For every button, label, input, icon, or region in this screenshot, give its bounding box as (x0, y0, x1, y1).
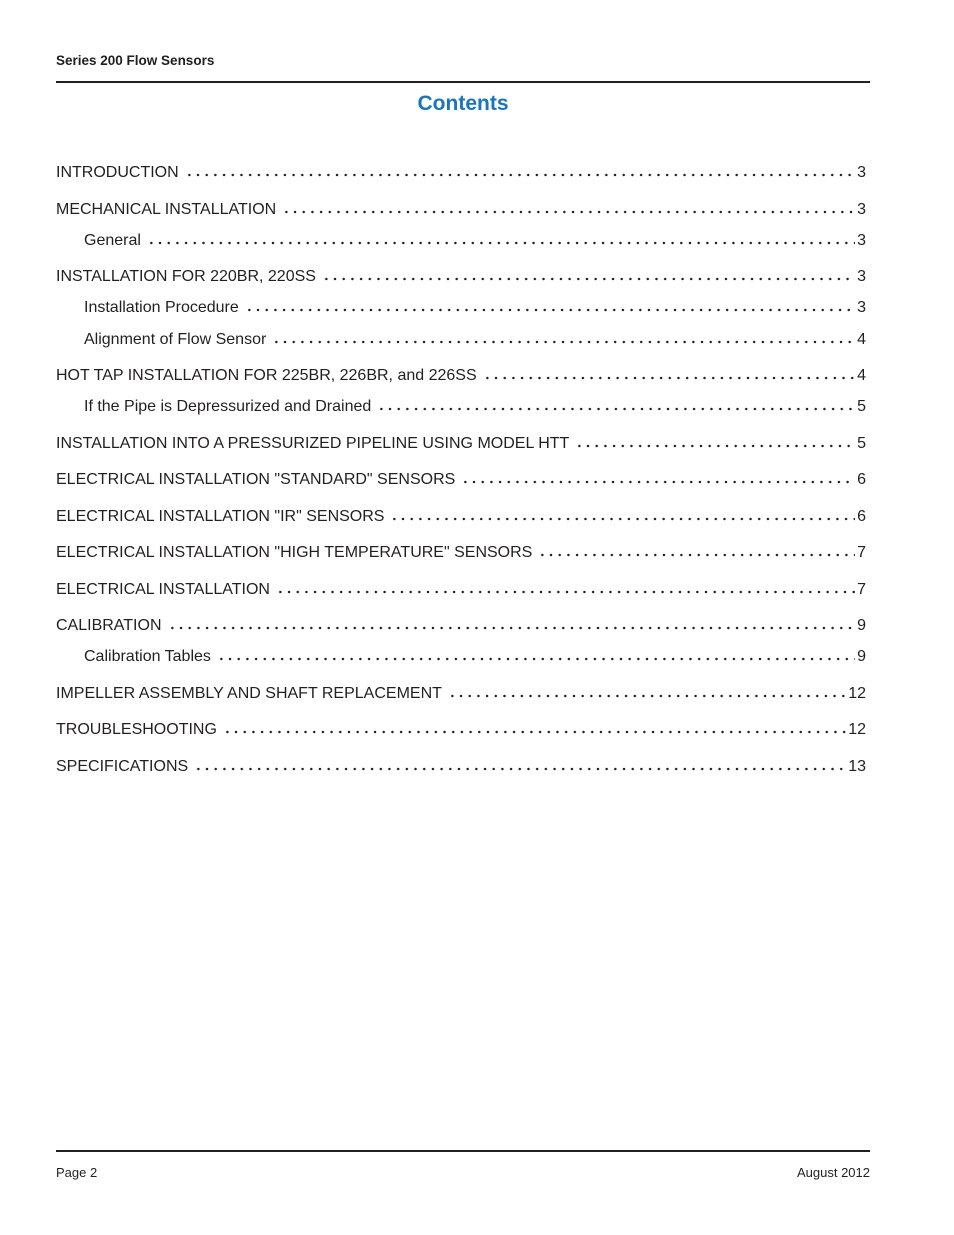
page-header-title: Series 200 Flow Sensors (56, 53, 215, 68)
toc-entry[interactable] (56, 430, 866, 452)
toc-entry-page-number: 3 (857, 268, 866, 285)
toc-entry-page-number: 3 (857, 164, 866, 181)
toc-entry[interactable] (56, 612, 866, 634)
toc-entry-label: Alignment of Flow Sensor (84, 331, 267, 348)
header-rule (56, 81, 870, 83)
dot-leader (147, 227, 855, 245)
toc-entry-page-number: 3 (857, 299, 866, 316)
toc-entry-page-number: 3 (857, 201, 866, 218)
dot-leader (185, 159, 855, 177)
dot-leader (223, 716, 846, 734)
toc-entry[interactable] (56, 716, 866, 738)
toc-entry[interactable] (56, 159, 866, 181)
toc-entry-label: INTRODUCTION (56, 164, 179, 181)
dot-leader (483, 362, 855, 380)
toc-entry-label: If the Pipe is Depressurized and Drained (84, 398, 372, 415)
toc-entry[interactable] (56, 576, 866, 598)
dot-leader (282, 196, 855, 214)
toc-entry-label: CALIBRATION (56, 617, 162, 634)
toc-entry-page-number: 12 (848, 685, 866, 702)
toc-entry-label: ELECTRICAL INSTALLATION (56, 581, 270, 598)
footer-rule (56, 1150, 870, 1152)
dot-leader (461, 466, 855, 484)
dot-leader (390, 503, 855, 521)
dot-leader (276, 576, 855, 594)
toc-entry-page-number: 7 (857, 581, 866, 598)
footer-page-number: Page 2 (56, 1165, 98, 1180)
toc-entry-page-number: 3 (857, 232, 866, 249)
toc-entry[interactable] (56, 362, 866, 384)
contents-heading: Contents (417, 92, 509, 115)
dot-leader (272, 326, 855, 344)
toc-entry-page-number: 4 (857, 331, 866, 348)
toc-entry-page-number: 7 (857, 544, 866, 561)
toc-entry-label: Calibration Tables (84, 648, 211, 665)
toc-entry-label: ELECTRICAL INSTALLATION "IR" SENSORS (56, 508, 385, 525)
toc-entry[interactable] (56, 466, 866, 488)
toc-entry[interactable] (84, 393, 866, 415)
dot-leader (194, 753, 846, 771)
dot-leader (538, 539, 855, 557)
toc-entry[interactable] (56, 196, 866, 218)
toc-entry-label: SPECIFICATIONS (56, 758, 189, 775)
toc-entry-page-number: 6 (857, 508, 866, 525)
toc-entry[interactable] (56, 753, 866, 775)
dot-leader (575, 430, 855, 448)
dot-leader (245, 294, 855, 312)
dot-leader (448, 680, 846, 698)
dot-leader (217, 643, 855, 661)
toc-entry-label: IMPELLER ASSEMBLY AND SHAFT REPLACEMENT (56, 685, 442, 702)
toc-entry[interactable] (56, 539, 866, 561)
toc-entry[interactable] (84, 294, 866, 316)
toc-entry[interactable] (84, 326, 866, 348)
toc-entry-page-number: 12 (848, 721, 866, 738)
toc-entry-page-number: 13 (848, 758, 866, 775)
toc-entry[interactable] (56, 680, 866, 702)
toc-entry[interactable] (84, 227, 866, 249)
toc-entry-label: ELECTRICAL INSTALLATION "HIGH TEMPERATURE" SENSORS (56, 544, 533, 561)
toc-entry-page-number: 9 (857, 617, 866, 634)
toc-entry[interactable] (56, 503, 866, 525)
toc-entry-label: INSTALLATION FOR 220BR, 220SS (56, 268, 316, 285)
toc-entry-label: TROUBLESHOOTING (56, 721, 217, 738)
toc-entry[interactable] (84, 643, 866, 665)
toc-entry-label: General (84, 232, 141, 249)
dot-leader (322, 263, 855, 281)
toc-entry-page-number: 4 (857, 367, 866, 384)
footer-date: August 2012 (796, 1165, 870, 1180)
toc-entry-label: MECHANICAL INSTALLATION (56, 201, 277, 218)
toc-entry-page-number: 9 (857, 648, 866, 665)
dot-leader (377, 393, 855, 411)
toc-entry-label: ELECTRICAL INSTALLATION "STANDARD" SENSORS (56, 471, 456, 488)
toc-entry[interactable] (56, 263, 866, 285)
toc-entry-label: HOT TAP INSTALLATION FOR 225BR, 226BR, and 226SS (56, 367, 477, 384)
toc-entry-page-number: 5 (857, 435, 866, 452)
toc-entry-label: Installation Procedure (84, 299, 239, 316)
toc-entry-page-number: 5 (857, 398, 866, 415)
dot-leader (168, 612, 856, 630)
toc-entry-page-number: 6 (857, 471, 866, 488)
toc-entry-label: INSTALLATION INTO A PRESSURIZED PIPELINE USING MODEL HTT (56, 435, 570, 452)
